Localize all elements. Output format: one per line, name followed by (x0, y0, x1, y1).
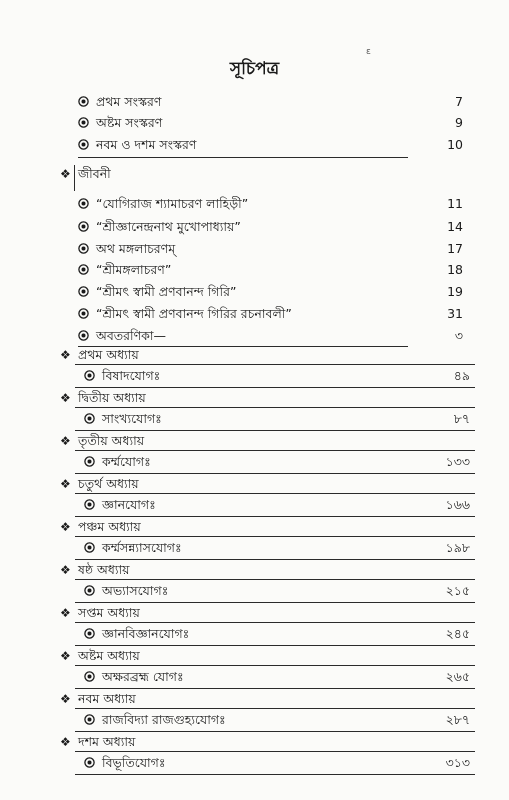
toc-label: প্রথম সংস্করণ (96, 94, 162, 109)
toc-page-number: 14 (447, 219, 463, 234)
four-diamond-icon: ❖ (60, 477, 71, 491)
circled-star-icon (84, 628, 95, 639)
toc-page-number: 31 (447, 306, 463, 321)
four-diamond-icon: ❖ (60, 606, 71, 620)
toc-row (0, 753, 509, 773)
toc-label: অষ্টম সংস্করণ (96, 115, 163, 130)
page-title: সূচিপত্র (229, 59, 280, 79)
toc-label: জীবনী (78, 166, 111, 181)
four-diamond-icon: ❖ (60, 692, 71, 706)
toc-label: প্রথম অধ্যায় (78, 347, 139, 362)
toc-page-number: 18 (447, 262, 463, 277)
toc-row (0, 304, 509, 324)
toc-row (0, 624, 509, 644)
circled-star-icon (84, 499, 95, 510)
toc-label: নবম অধ্যায় (78, 691, 136, 706)
toc-label: অথ মঙ্গলাচরণম্ (96, 241, 176, 256)
toc-row (0, 474, 509, 494)
divider-line (75, 751, 475, 752)
circled-star-icon (84, 413, 95, 424)
four-diamond-icon: ❖ (60, 520, 71, 534)
toc-page-number: ১৩৩ (445, 454, 470, 469)
circled-star-icon (78, 330, 89, 341)
toc-page-number: 11 (447, 196, 463, 211)
toc-label: “শ্রীমৎ স্বামী প্রণবানন্দ গিরি” (96, 284, 237, 299)
toc-label: নবম ও দশম সংস্করণ (96, 137, 197, 152)
divider-line (75, 493, 475, 494)
circled-star-icon (78, 117, 89, 128)
divider-line (75, 407, 475, 408)
toc-page-number: ৩১৩ (445, 755, 470, 770)
toc-row (0, 239, 509, 259)
toc-label: অভ্যাসযোগঃ (102, 583, 169, 598)
toc-row (0, 560, 509, 580)
toc-row (0, 431, 509, 451)
four-diamond-icon: ❖ (60, 434, 71, 448)
toc-label: জ্ঞানযোগঃ (102, 497, 156, 512)
toc-label: দশম অধ্যায় (78, 734, 136, 749)
toc-label: ষষ্ঠ অধ্যায় (78, 562, 130, 577)
circled-star-icon (84, 542, 95, 553)
circled-star-icon (84, 585, 95, 596)
circled-star-icon (84, 671, 95, 682)
circled-star-icon (84, 714, 95, 725)
toc-row (0, 603, 509, 623)
toc-row (0, 452, 509, 472)
toc-row (0, 667, 509, 687)
toc-label: কর্ম্মসন্ন্যাসযোগঃ (102, 540, 182, 555)
toc-label: “যোগিরাজ শ্যামাচরণ লাহিড়ী” (96, 196, 249, 211)
toc-label: অষ্টম অধ্যায় (78, 648, 140, 663)
toc-page-number: 17 (447, 241, 463, 256)
toc-label: অক্ষরব্রহ্ম যোগঃ (102, 669, 184, 684)
divider-line (78, 157, 408, 158)
four-diamond-icon: ❖ (60, 391, 71, 405)
toc-page-number: ১৬৬ (445, 497, 470, 512)
four-diamond-icon: ❖ (60, 649, 71, 663)
toc-label: সপ্তম অধ্যায় (78, 605, 140, 620)
toc-label: রাজবিদ্যা রাজগুহ্যযোগঃ (102, 712, 226, 727)
toc-label: বিষাদযোগঃ (102, 368, 161, 383)
toc-row (0, 194, 509, 214)
four-diamond-icon: ❖ (60, 735, 71, 749)
toc-page-number: 7 (455, 94, 463, 109)
toc-label: দ্বিতীয় অধ্যায় (78, 390, 146, 405)
divider-line (75, 364, 475, 365)
circled-star-icon (78, 308, 89, 319)
circled-star-icon (78, 286, 89, 297)
toc-row (0, 538, 509, 558)
toc-page-number: ১৯৮ (445, 540, 470, 555)
circled-star-icon (78, 243, 89, 254)
toc-row (0, 581, 509, 601)
divider-line (75, 622, 475, 623)
circled-star-icon (78, 264, 89, 275)
circled-star-icon (84, 757, 95, 768)
circled-star-icon (78, 139, 89, 150)
toc-row (0, 92, 509, 112)
divider-line (75, 665, 475, 666)
toc-row (0, 345, 509, 365)
toc-label: “শ্রীমৎ স্বামী প্রণবানন্দ গিরির রচনাবলী” (96, 306, 292, 321)
toc-row (0, 495, 509, 515)
stray-mark: ε (366, 47, 371, 57)
toc-page-number: 10 (447, 137, 463, 152)
divider-line (75, 708, 475, 709)
toc-label: চতুর্থ অধ্যায় (78, 476, 139, 491)
toc-row (0, 732, 509, 752)
circled-star-icon (84, 370, 95, 381)
toc-page-number: ২৮৭ (445, 712, 470, 727)
toc-row (0, 164, 509, 184)
toc-page-number: ২১৫ (445, 583, 470, 598)
toc-row (0, 326, 509, 346)
circled-star-icon (78, 221, 89, 232)
divider-line (75, 536, 475, 537)
toc-row (0, 366, 509, 386)
divider-line (74, 165, 75, 191)
circled-star-icon (84, 456, 95, 467)
toc-page-number: ৪৯ (453, 368, 470, 383)
four-diamond-icon: ❖ (60, 348, 71, 362)
four-diamond-icon: ❖ (60, 563, 71, 577)
toc-row (0, 388, 509, 408)
toc-row (0, 282, 509, 302)
toc-page-number: ২৬৫ (445, 669, 470, 684)
toc-row (0, 689, 509, 709)
toc-label: সাংখ্যযোগঃ (102, 411, 162, 426)
toc-label: কৰ্ম্মযোগঃ (102, 454, 151, 469)
toc-page-number: ৩ (454, 328, 463, 343)
circled-star-icon (78, 198, 89, 209)
toc-row (0, 260, 509, 280)
toc-row (0, 409, 509, 429)
toc-page-number: ৮৭ (453, 411, 470, 426)
divider-line (75, 579, 475, 580)
divider-line (75, 774, 475, 775)
toc-label: পঞ্চম অধ্যায় (78, 519, 141, 534)
toc-row (0, 517, 509, 537)
toc-page-number: ২৪৫ (445, 626, 470, 641)
toc-row (0, 646, 509, 666)
toc-row (0, 113, 509, 133)
toc-page-number: 9 (455, 115, 463, 130)
toc-label: অবতরণিকা— (96, 328, 167, 343)
toc-label: “শ্রীজ্ঞানেন্দ্রনাথ মুখোপাধ্যায়” (96, 219, 241, 234)
toc-label: বিভূতিযোগঃ (102, 755, 166, 770)
toc-row (0, 710, 509, 730)
toc-label: তৃতীয় অধ্যায় (78, 433, 145, 448)
toc-label: জ্ঞানবিজ্ঞানযোগঃ (102, 626, 190, 641)
circled-star-icon (78, 96, 89, 107)
divider-line (75, 450, 475, 451)
four-diamond-icon: ❖ (60, 167, 71, 181)
toc-row (0, 217, 509, 237)
toc-row (0, 135, 509, 155)
toc-label: “শ্রীমঙ্গলাচরণ” (96, 262, 172, 277)
toc-page-number: 19 (447, 284, 463, 299)
